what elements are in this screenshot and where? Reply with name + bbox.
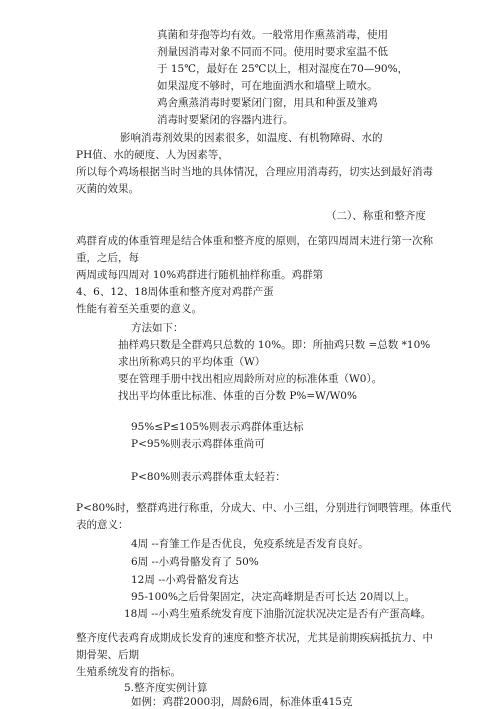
text-line: P<95%则表示鸡群体重尚可 bbox=[131, 438, 265, 450]
text-line: 18周 --小鸡生殖系统发育度下油脂沉淀状况决定是否有产蛋高峰。 bbox=[124, 608, 432, 620]
text-line: 剂量因消毒对象不同而不同。使用时要求室温不低 bbox=[157, 46, 388, 58]
text-line: 如例：鸡群2000羽，周龄6周，标准体重415克 bbox=[131, 696, 353, 708]
text-line: 6周 --小鸡骨骼发育了 50% bbox=[131, 556, 259, 568]
text-line: 找出平均体重比标准、体重的百分数 P%=W/W0% bbox=[118, 390, 357, 402]
text-line: 于 15℃，最好在 25℃以上，相对湿度在70—90%， bbox=[157, 63, 409, 75]
text-line: 如果湿度不够时，可在地面洒水和墙壁上喷水。 bbox=[157, 80, 378, 92]
text-line: PH值、水的硬度、人为因素等， bbox=[76, 149, 229, 161]
text-line: 12周 --小鸡骨骼发育达 bbox=[131, 574, 239, 586]
text-line: 求出所称鸡只的平均体重（W） bbox=[118, 356, 266, 368]
text-line: 重，之后，每 bbox=[76, 252, 139, 264]
text-line: 抽样鸡只数是全群鸡只总数的 10%。即：所抽鸡只数 =总数 *10% bbox=[118, 339, 431, 351]
text-line: 影响消毒剂效果的因素很多，如温度、有机物障碍、水的 bbox=[120, 132, 383, 144]
text-line: P<80%则表示鸡群体重太轻若： bbox=[131, 471, 286, 483]
text-line: 灭菌的效果。 bbox=[76, 183, 139, 195]
text-line: 两周或每四周对 10%鸡群进行随机抽样称重。鸡群第 bbox=[76, 269, 324, 281]
text-line: 4、6、12、18周体重和整齐度对鸡群产蛋 bbox=[76, 286, 274, 298]
text-line: P<80%时，整群鸡进行称重，分成大、中、小三组，分别进行饲喂管理。体重代 bbox=[76, 502, 452, 514]
text-line: 95-100%之后骨架固定，决定高峰期是否可长达 20周以上。 bbox=[131, 591, 416, 603]
text-line: 所以每个鸡场根据当时当地的具体情况，合理应用消毒药，切实达到最好消毒 bbox=[76, 166, 433, 178]
text-line: 5.整齐度实例计算 bbox=[124, 682, 208, 694]
text-line: 95%≤P≤105%则表示鸡群体重达标 bbox=[131, 421, 304, 433]
text-line: 真菌和芽孢等均有效。一般常用作熏蒸消毒，使用 bbox=[157, 29, 388, 41]
text-line: 生殖系统发育的指标。 bbox=[76, 666, 181, 678]
text-line: 性能有着至关重要的意义。 bbox=[76, 303, 202, 315]
text-line: 要在管理手册中找出相应周龄所对应的标准体重（W0）。 bbox=[118, 373, 383, 385]
text-line: 4周 --育雏工作是否优良，免疫系统是否发育良好。 bbox=[131, 538, 369, 550]
text-line: 整齐度代表鸡育成期成长发育的速度和整齐状况，尤其是前期疾病抵抗力、中 bbox=[76, 632, 433, 644]
text-line: 鸡舍熏蒸消毒时要紧闭门窗，用具和种蛋及雏鸡 bbox=[157, 97, 378, 109]
text-line: 消毒时要紧闭的容器内进行。 bbox=[157, 114, 294, 126]
text-line: 表的意义： bbox=[76, 519, 129, 531]
text-line: 鸡群育成的体重管理是结合体重和整齐度的原则，在第四周周末进行第一次称 bbox=[76, 235, 433, 247]
text-line: 方法如下： bbox=[131, 322, 184, 334]
section-heading: （二）、称重和整齐度 bbox=[326, 210, 426, 222]
text-line: 期骨架、后期 bbox=[76, 649, 139, 661]
